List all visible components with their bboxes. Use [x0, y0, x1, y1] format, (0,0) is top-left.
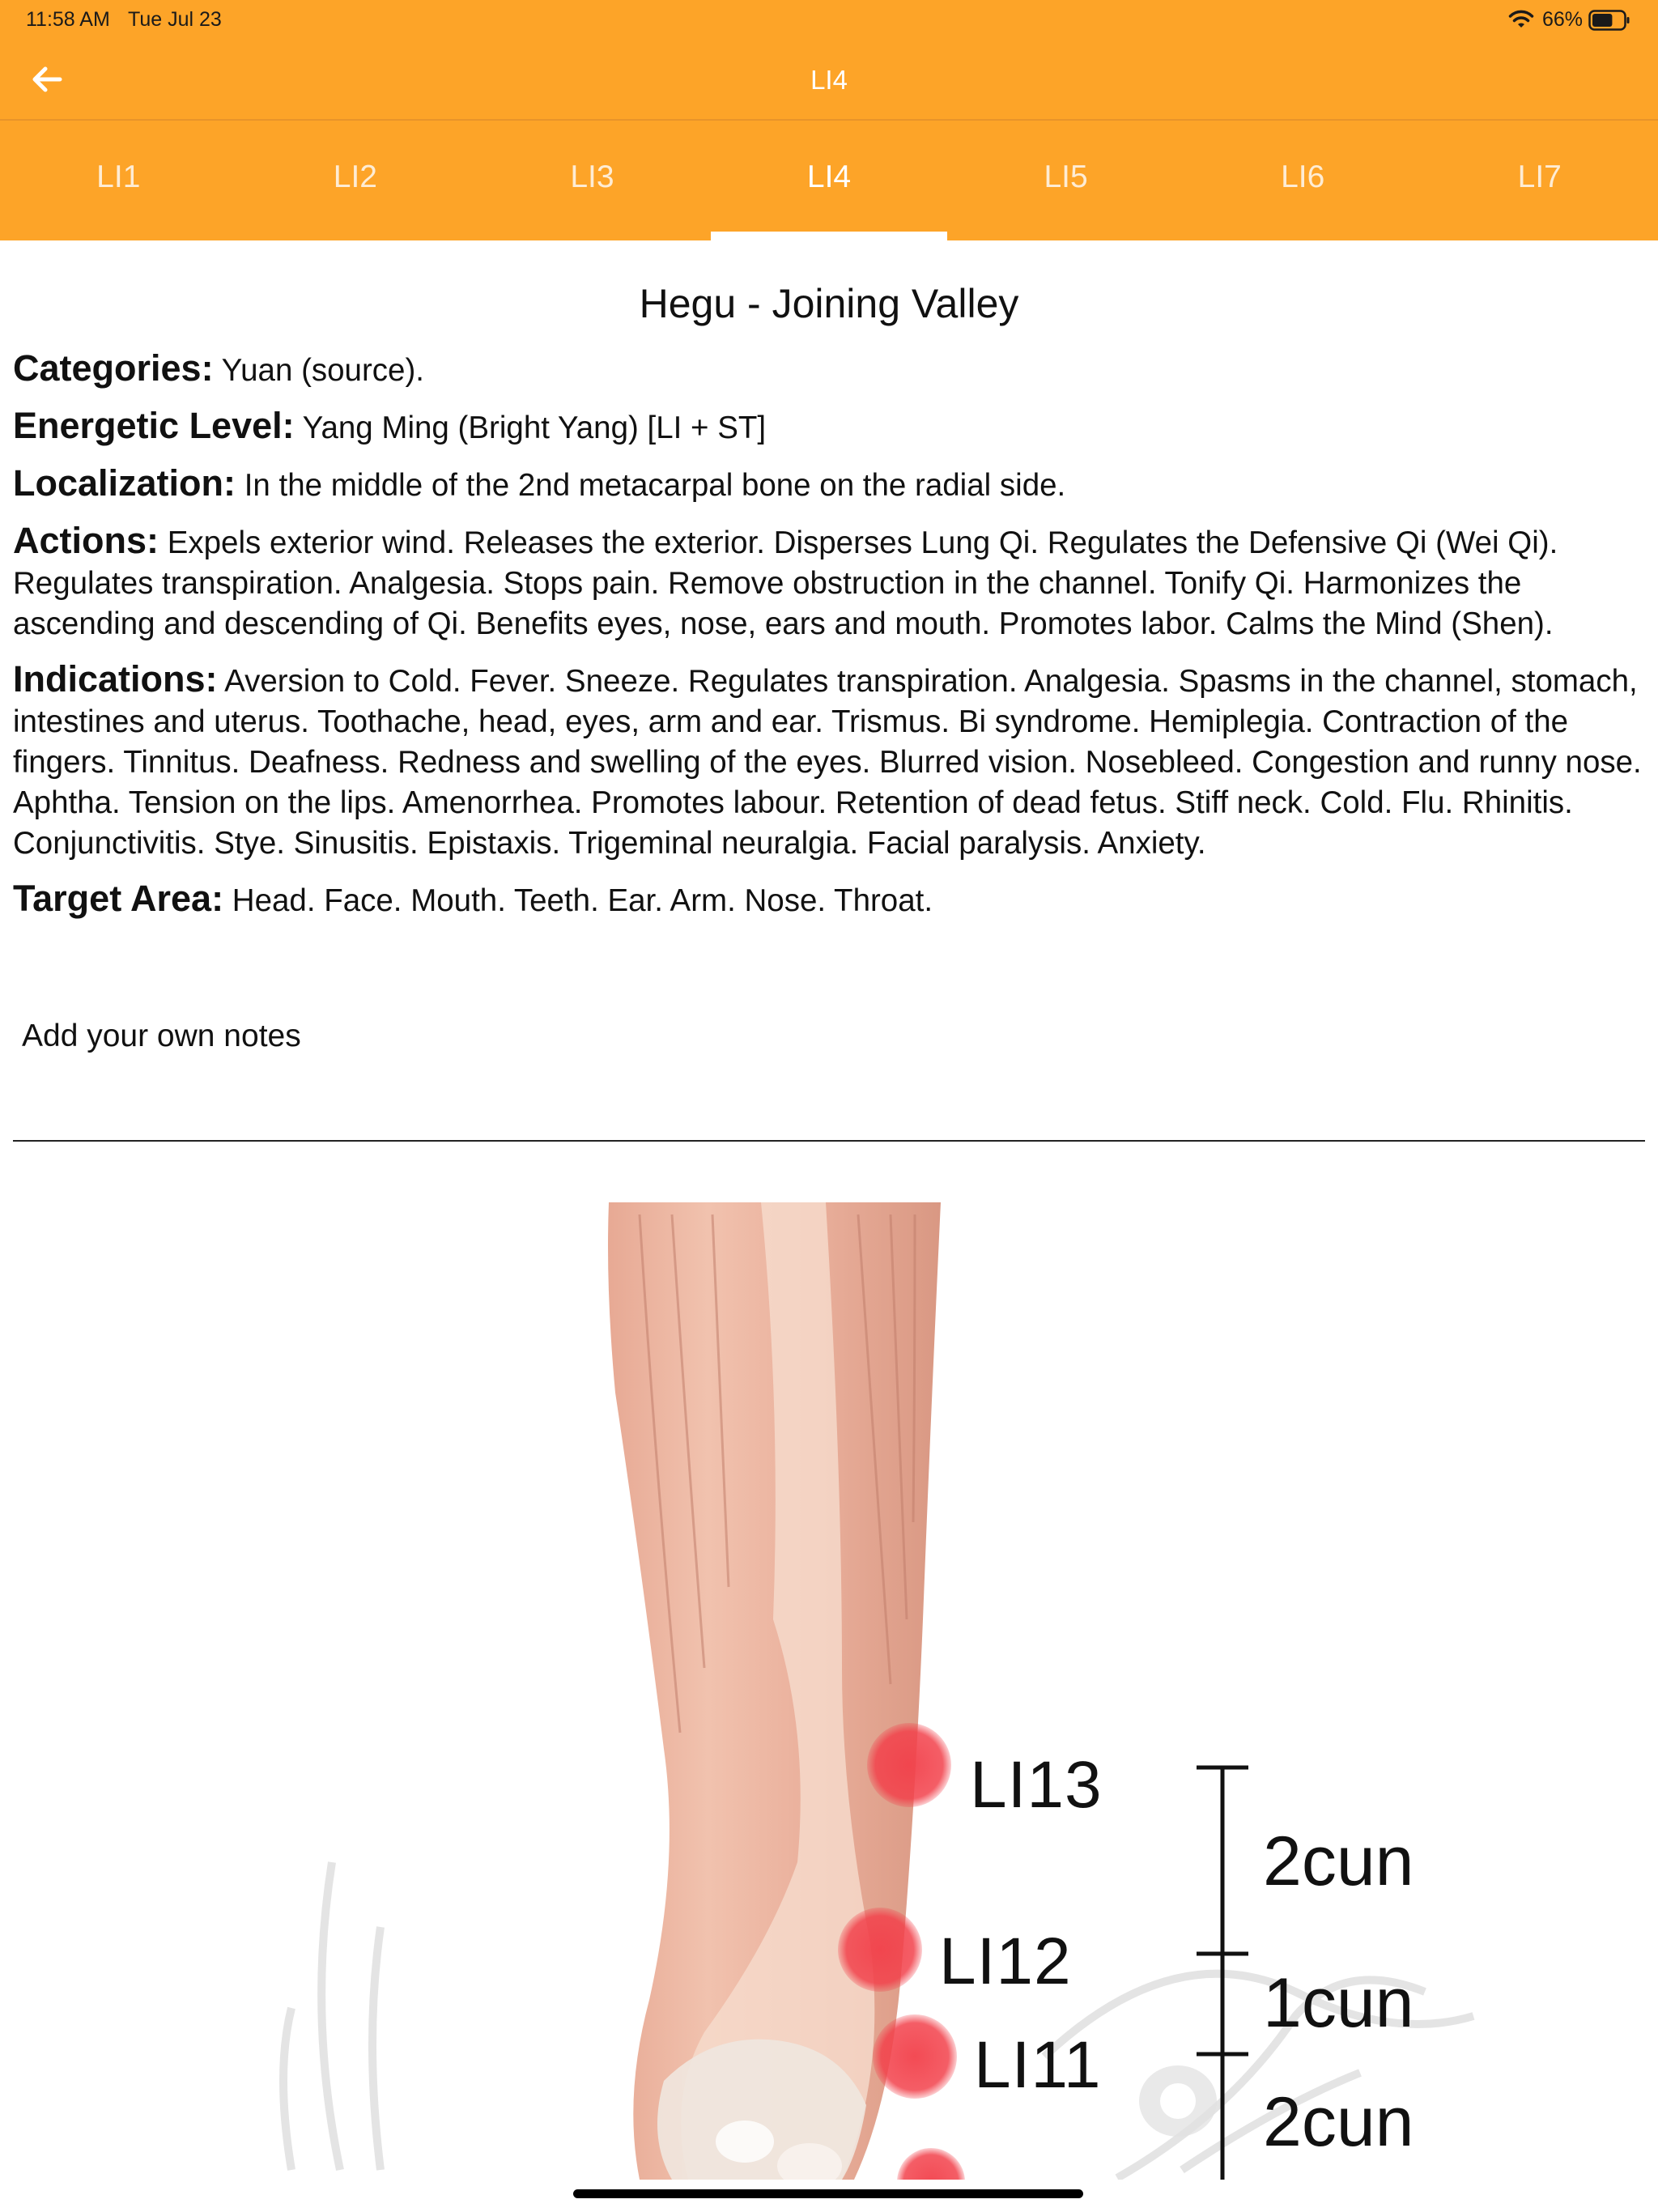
acupoint-li10-marker — [897, 2148, 965, 2180]
measurement-label-1cun: 1cun — [1263, 1964, 1414, 2042]
tab-label: LI4 — [806, 160, 852, 194]
home-indicator[interactable] — [573, 2189, 1083, 2198]
tab-active-indicator — [711, 232, 948, 240]
point-label-li11: LI11 — [974, 2028, 1102, 2102]
tab-li3[interactable] — [474, 121, 711, 240]
localization-row — [13, 463, 1648, 506]
target-area-value: Head. Face. Mouth. Teeth. Ear. Arm. Nose. Throat. — [223, 883, 933, 918]
battery-percent: 66% — [1542, 8, 1584, 31]
notes-underline — [13, 1140, 1645, 1142]
categories-value: Yuan (source). — [213, 353, 424, 388]
categories-row — [13, 348, 1648, 391]
energetic-level-label: Energetic Level: — [13, 405, 295, 446]
tab-li6[interactable] — [1184, 121, 1422, 240]
actions-label: Actions: — [13, 520, 159, 561]
page-title: LI4 — [810, 65, 848, 95]
indications-value: Aversion to Cold. Fever. Sneeze. Regulates transpiration. Analgesia. Spasms in the channel, stomach, intestines and uterus. Toothache, head, eyes, arm and ear. Trismus. Bi syndrome. Hemiplegia. Contraction of the fingers. Tinnitus. Deafness. Redness and swelling of the eyes. Blurred vision. Nosebleed. Congestion and runny nose. Aphtha. Tension on the lips. Amenorrhea. Promotes labour. Retention of dead fetus. Stiff neck. Cold. Flu. Rhinitis. Conjunctivitis. Stye. Sinusitis. Epistaxis. Trigeminal neuralgia. Facial paralysis. Anxiety. — [13, 664, 1642, 861]
tab-li7[interactable] — [1421, 121, 1658, 240]
tab-label: LI3 — [570, 160, 614, 194]
tab-label: LI7 — [1517, 160, 1562, 194]
measurement-label-2cun-top: 2cun — [1263, 1823, 1414, 1900]
acupoint-illustration — [0, 1166, 1658, 2180]
localization-label: Localization: — [13, 462, 236, 504]
point-title: Hegu - Joining Valley — [639, 281, 1019, 326]
point-info — [13, 348, 1648, 936]
status-bar — [0, 0, 1658, 39]
acupoint-li12-marker — [838, 1908, 922, 1992]
point-label-li13: LI13 — [970, 1748, 1103, 1822]
wifi-icon — [1507, 8, 1535, 31]
navigation-bar — [0, 39, 1658, 120]
actions-row — [13, 521, 1648, 644]
indications-row — [13, 659, 1648, 864]
status-time: 11:58 AM — [26, 8, 110, 31]
tab-label: LI1 — [96, 160, 141, 194]
notes-input[interactable]: Add your own notes — [22, 1019, 301, 1053]
tab-bar — [0, 121, 1658, 240]
status-date: Tue Jul 23 — [128, 8, 222, 31]
acupoint-li11-marker — [873, 2014, 957, 2099]
point-label-li12: LI12 — [939, 1925, 1072, 1998]
localization-value: In the middle of the 2nd metacarpal bone on the radial side. — [236, 468, 1066, 503]
acupoint-li13-marker — [867, 1723, 951, 1807]
measurement-label-2cun-bottom: 2cun — [1263, 2083, 1414, 2161]
tab-label: LI2 — [333, 160, 377, 194]
target-area-row — [13, 878, 1648, 921]
energetic-level-value: Yang Ming (Bright Yang) [LI + ST] — [294, 410, 767, 445]
tab-li4[interactable] — [711, 121, 948, 240]
tab-label: LI5 — [1044, 160, 1088, 194]
tab-li5[interactable] — [947, 121, 1184, 240]
tab-li2[interactable] — [237, 121, 474, 240]
app-header — [0, 0, 1658, 240]
actions-value: Expels exterior wind. Releases the exterior. Disperses Lung Qi. Regulates the Defensive Qi (Wei Qi). Regulates transpiration. Analgesia. Stops pain. Remove obstruction in the channel. Tonify Qi. Harmonizes the ascending and descending of Qi. Benefits eyes, nose, ears and mouth. Promotes labor. Calms the Mind (Shen). — [13, 525, 1558, 641]
tab-label: LI6 — [1281, 160, 1325, 194]
energetic-level-row — [13, 406, 1648, 449]
tab-li1[interactable] — [0, 121, 237, 240]
battery-icon — [1588, 10, 1630, 31]
indications-label: Indications: — [13, 658, 218, 700]
target-area-label: Target Area: — [13, 878, 224, 919]
categories-label: Categories: — [13, 347, 214, 389]
